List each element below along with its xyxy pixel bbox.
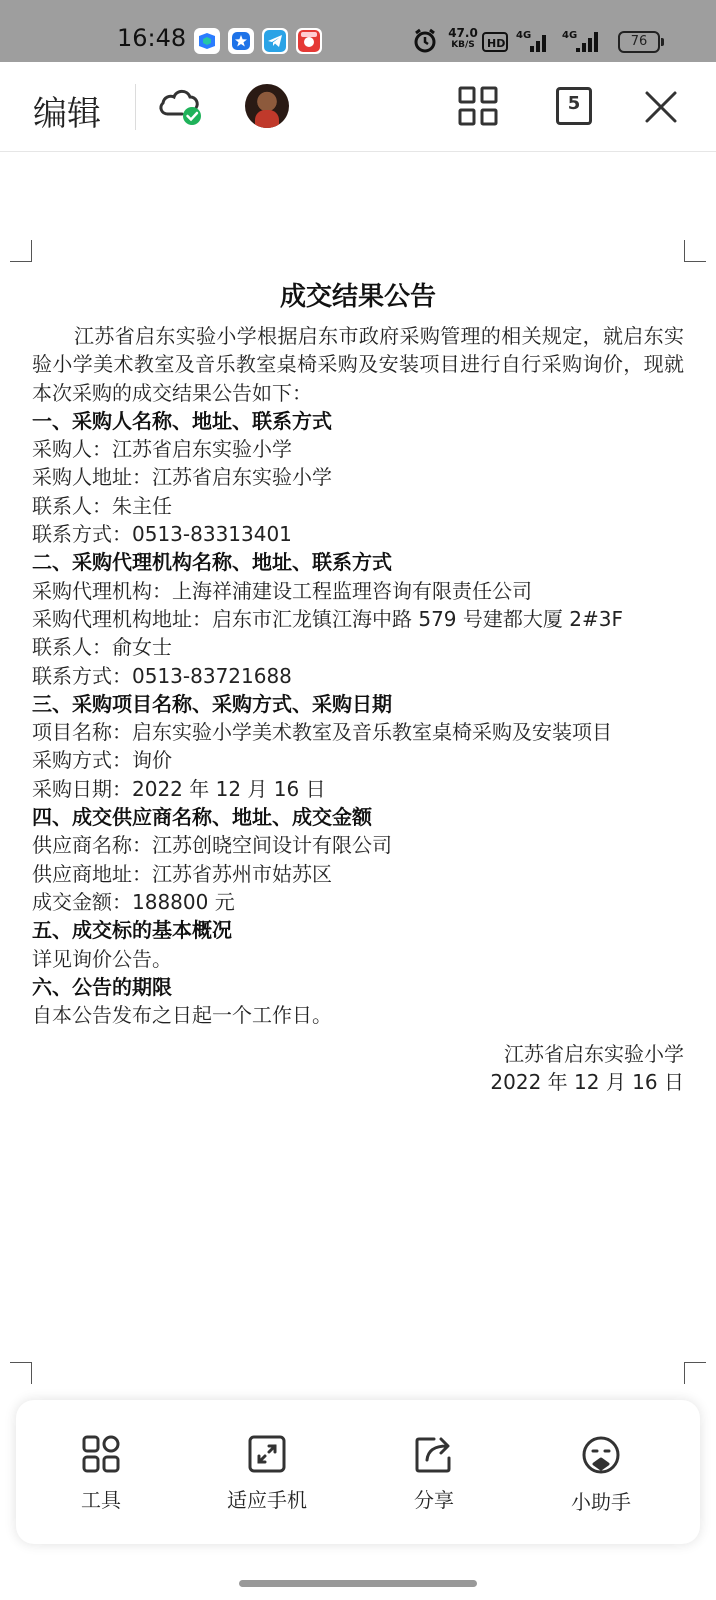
signature-date: 2022 年 12 月 16 日 [490, 1070, 684, 1095]
alarm-icon [412, 26, 438, 56]
share-button[interactable] [354, 1434, 514, 1513]
page-corner-mark [10, 240, 32, 262]
section-heading: 四、成交供应商名称、地址、成交金额 [32, 805, 372, 830]
signature-block [490, 1040, 684, 1097]
section-heading: 三、采购项目名称、采购方式、采购日期 [32, 691, 392, 716]
speed-unit: KB/S [451, 40, 475, 50]
section-heading: 六、公告的期限 [32, 974, 172, 999]
status-bar [0, 0, 716, 62]
app-blue-icon [194, 28, 220, 54]
assistant-icon [580, 1434, 622, 1476]
share-label: 分享 [414, 1488, 454, 1512]
body-line: 采购代理机构：上海祥浦建设工程监理咨询有限责任公司 [32, 578, 532, 603]
body-line: 采购方式：询价 [32, 748, 172, 773]
fit-phone-button[interactable] [187, 1434, 347, 1513]
body-line: 采购日期：2022 年 12 月 16 日 [32, 776, 326, 801]
svg-text:4G: 4G [516, 30, 532, 41]
hd-icon [482, 31, 508, 61]
page-corner-mark [684, 240, 706, 262]
body-line: 详见询价公告。 [32, 946, 172, 971]
document-title: 成交结果公告 [279, 282, 436, 312]
tools-button[interactable] [21, 1434, 181, 1513]
body-line: 自本公告发布之日起一个工作日。 [32, 1003, 332, 1028]
section-heading: 五、成交标的基本概况 [32, 918, 232, 943]
svg-text:4G: 4G [562, 30, 578, 41]
body-line: 项目名称：启东实验小学美术教室及音乐教室桌椅采购及安装项目 [32, 720, 612, 745]
grid-icon[interactable] [458, 86, 498, 130]
document-body [32, 322, 684, 1029]
speed-value: 47.0 [448, 26, 478, 40]
body-line: 供应商名称：江苏创晓空间设计有限公司 [32, 833, 392, 858]
tools-grid-icon [81, 1434, 121, 1474]
red-app-icon [296, 28, 322, 54]
signal-icon [516, 26, 550, 56]
body-line: 采购代理机构地址：启东市汇龙镇江海中路 579 号建都大厦 2#3F [32, 606, 623, 631]
document-page[interactable] [0, 152, 716, 1392]
cloud-sync-icon[interactable] [156, 84, 204, 132]
network-speed [446, 27, 480, 51]
top-toolbar [0, 62, 716, 152]
body-line: 联系方式：0513-83313401 [32, 522, 292, 547]
body-line: 联系人：俞女士 [32, 635, 172, 660]
assistant-button[interactable] [521, 1434, 681, 1515]
tools-label: 工具 [81, 1488, 121, 1512]
home-indicator[interactable] [239, 1580, 477, 1587]
fit-phone-label: 适应手机 [227, 1488, 307, 1512]
page-corner-mark [684, 1362, 706, 1384]
body-line: 联系方式：0513-83721688 [32, 663, 292, 688]
app-star-icon [228, 28, 254, 54]
battery-icon: 76 [618, 31, 660, 53]
edit-button[interactable]: 编辑 [33, 94, 101, 134]
body-line: 成交金额：188800 元 [32, 889, 235, 914]
signal-icon-2 [562, 26, 602, 56]
tabs-icon[interactable]: 5 [556, 87, 592, 125]
close-icon[interactable] [644, 90, 678, 128]
signature-org: 江苏省启东实验小学 [504, 1042, 684, 1066]
assistant-label: 小助手 [571, 1490, 631, 1514]
svg-text:HD: HD [487, 37, 506, 50]
body-line: 供应商地址：江苏省苏州市姑苏区 [32, 861, 332, 886]
telegram-icon [262, 28, 288, 54]
body-line: 采购人：江苏省启东实验小学 [32, 437, 292, 462]
fit-screen-icon [247, 1434, 287, 1474]
section-heading: 一、采购人名称、地址、联系方式 [32, 408, 332, 433]
section-heading: 二、采购代理机构名称、地址、联系方式 [32, 550, 392, 575]
body-line: 联系人：朱主任 [32, 493, 172, 518]
intro-paragraph: 江苏省启东实验小学根据启东市政府采购管理的相关规定，就启东实验小学美术教室及音乐教室桌椅采购及安装项目进行自行采购询价，现就本次采购的成交结果公告如下： [32, 324, 684, 405]
status-time: 16:48 [117, 24, 187, 52]
share-icon [414, 1434, 454, 1474]
avatar[interactable] [245, 84, 289, 128]
body-line: 采购人地址：江苏省启东实验小学 [32, 465, 332, 490]
bottom-action-bar [16, 1400, 700, 1544]
toolbar-divider [135, 84, 136, 130]
page-corner-mark [10, 1362, 32, 1384]
